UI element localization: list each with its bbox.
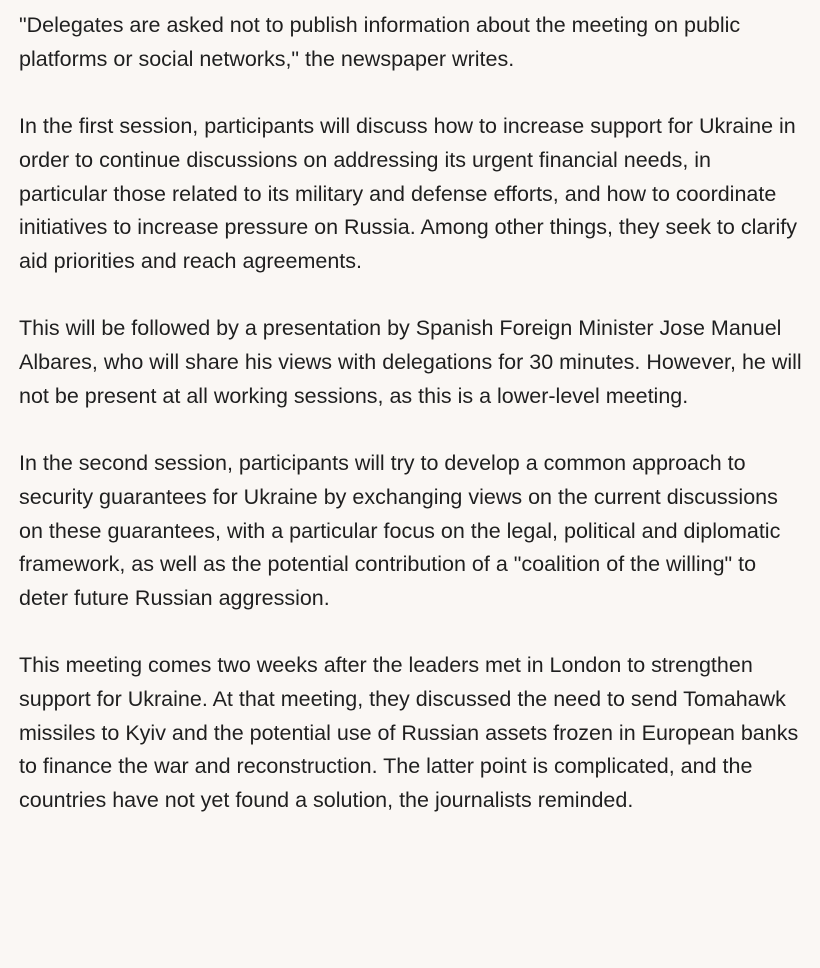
article-paragraph-2: In the first session, participants will discuss how to increase support for Ukraine in order to continue discussions on addressing its urgent financial needs, in particular those related to its military and defense efforts, and how to coordinate initiatives to increase pressure on Russia. Among other things, they seek to clarify aid priorities and reach agreements.	[19, 114, 797, 273]
article-paragraph-5: This meeting comes two weeks after the leaders met in London to strengthen support for Ukraine. At that meeting, they discussed the need to send Tomahawk missiles to Kyiv and the potential use of Russian assets frozen in European banks to finance the war and reconstruction. The latter point is complicated, and the countries have not yet found a solution, the journalists reminded.	[19, 653, 799, 813]
article-paragraph-4: In the second session, participants will try to develop a common approach to security guarantees for Ukraine by exchanging views on the current discussions on these guarantees, with a particular focus on the legal, political and diplomatic framework, as well as the potential contribution of a "coalition of the willing" to deter future Russian aggression.	[19, 451, 781, 610]
article-paragraph-3: This will be followed by a presentation by Spanish Foreign Minister Jose Manuel Albares, who will share his views with delegations for 30 minutes. However, he will not be present at all working sessions, as this is a lower-level meeting.	[19, 316, 802, 408]
article-body	[19, 9, 804, 818]
article-paragraph-1: "Delegates are asked not to publish information about the meeting on public platforms or social networks," the newspaper writes.	[19, 13, 741, 71]
